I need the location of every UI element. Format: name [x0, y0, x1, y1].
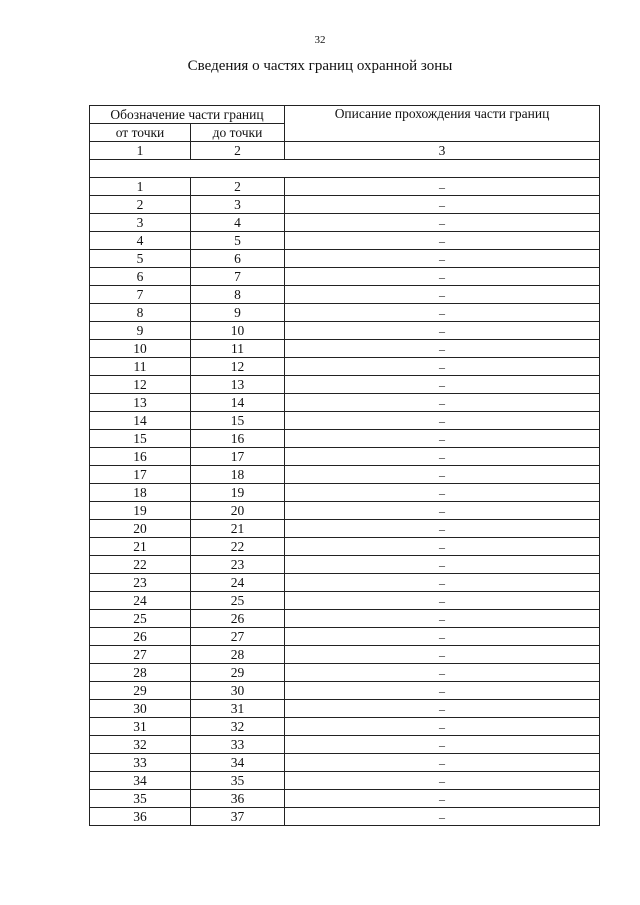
description-cell: –: [285, 718, 600, 736]
to-point-cell: 12: [191, 358, 285, 376]
from-point-cell: 16: [90, 448, 191, 466]
to-point-cell: 20: [191, 502, 285, 520]
to-point-cell: 25: [191, 592, 285, 610]
header-row-group: [90, 106, 600, 124]
from-point-cell: 35: [90, 790, 191, 808]
to-point-cell: 16: [191, 430, 285, 448]
description-cell: –: [285, 736, 600, 754]
description-cell: –: [285, 250, 600, 268]
description-cell: –: [285, 178, 600, 196]
description-cell: –: [285, 232, 600, 250]
header-boundary-part-designation: Обозначение части границ: [90, 106, 285, 124]
from-point-cell: 3: [90, 214, 191, 232]
table-row: [90, 682, 600, 700]
from-point-cell: 30: [90, 700, 191, 718]
description-cell: –: [285, 394, 600, 412]
table-row: [90, 538, 600, 556]
from-point-cell: 11: [90, 358, 191, 376]
description-cell: –: [285, 592, 600, 610]
from-point-cell: 34: [90, 772, 191, 790]
section-row-cell: [90, 160, 600, 178]
table-row: [90, 430, 600, 448]
table-row: [90, 664, 600, 682]
to-point-cell: 31: [191, 700, 285, 718]
description-cell: –: [285, 520, 600, 538]
from-point-cell: 1: [90, 178, 191, 196]
description-cell: –: [285, 502, 600, 520]
table-row: [90, 556, 600, 574]
description-cell: –: [285, 754, 600, 772]
to-point-cell: 8: [191, 286, 285, 304]
table-row: [90, 718, 600, 736]
to-point-cell: 27: [191, 628, 285, 646]
from-point-cell: 4: [90, 232, 191, 250]
table-row: [90, 628, 600, 646]
table-row: [90, 700, 600, 718]
from-point-cell: 15: [90, 430, 191, 448]
to-point-cell: 3: [191, 196, 285, 214]
table-row: [90, 772, 600, 790]
from-point-cell: 13: [90, 394, 191, 412]
to-point-cell: 33: [191, 736, 285, 754]
description-cell: –: [285, 556, 600, 574]
description-cell: –: [285, 700, 600, 718]
to-point-cell: 36: [191, 790, 285, 808]
from-point-cell: 32: [90, 736, 191, 754]
table-row: [90, 304, 600, 322]
to-point-cell: 15: [191, 412, 285, 430]
description-cell: –: [285, 412, 600, 430]
table-row: [90, 520, 600, 538]
table-row: [90, 484, 600, 502]
from-point-cell: 19: [90, 502, 191, 520]
column-number-row: [90, 142, 600, 160]
to-point-cell: 17: [191, 448, 285, 466]
from-point-cell: 18: [90, 484, 191, 502]
to-point-cell: 13: [191, 376, 285, 394]
to-point-cell: 32: [191, 718, 285, 736]
document-title: Сведения о частях границ охранной зоны: [187, 58, 453, 74]
description-cell: –: [285, 214, 600, 232]
from-point-cell: 7: [90, 286, 191, 304]
table-row: [90, 322, 600, 340]
from-point-cell: 23: [90, 574, 191, 592]
to-point-cell: 5: [191, 232, 285, 250]
to-point-cell: 6: [191, 250, 285, 268]
boundary-parts-table: [89, 105, 600, 826]
to-point-cell: 11: [191, 340, 285, 358]
table-row: [90, 178, 600, 196]
from-point-cell: 8: [90, 304, 191, 322]
from-point-cell: 21: [90, 538, 191, 556]
from-point-cell: 28: [90, 664, 191, 682]
column-number-1: 1: [90, 142, 191, 160]
from-point-cell: 36: [90, 808, 191, 826]
from-point-cell: 17: [90, 466, 191, 484]
table-row: [90, 394, 600, 412]
table-row: [90, 502, 600, 520]
table-row: [90, 592, 600, 610]
description-cell: –: [285, 664, 600, 682]
table-row: [90, 412, 600, 430]
description-cell: –: [285, 574, 600, 592]
to-point-cell: 29: [191, 664, 285, 682]
from-point-cell: 5: [90, 250, 191, 268]
table-row: [90, 358, 600, 376]
to-point-cell: 28: [191, 646, 285, 664]
description-cell: –: [285, 268, 600, 286]
table-row: [90, 448, 600, 466]
to-point-cell: 35: [191, 772, 285, 790]
section-row: [90, 160, 600, 178]
to-point-cell: 10: [191, 322, 285, 340]
to-point-cell: 4: [191, 214, 285, 232]
description-cell: –: [285, 484, 600, 502]
from-point-cell: 9: [90, 322, 191, 340]
header-boundary-description: Описание прохождения части границ: [285, 106, 600, 142]
table-row: [90, 808, 600, 826]
table-row: [90, 286, 600, 304]
from-point-cell: 10: [90, 340, 191, 358]
page-number: 32: [314, 34, 326, 46]
description-cell: –: [285, 358, 600, 376]
description-cell: –: [285, 196, 600, 214]
table-row: [90, 574, 600, 592]
from-point-cell: 31: [90, 718, 191, 736]
from-point-cell: 27: [90, 646, 191, 664]
description-cell: –: [285, 448, 600, 466]
description-cell: –: [285, 430, 600, 448]
table-row: [90, 196, 600, 214]
description-cell: –: [285, 322, 600, 340]
header-from-point: от точки: [90, 124, 191, 142]
to-point-cell: 37: [191, 808, 285, 826]
description-cell: –: [285, 304, 600, 322]
to-point-cell: 14: [191, 394, 285, 412]
to-point-cell: 22: [191, 538, 285, 556]
description-cell: –: [285, 610, 600, 628]
to-point-cell: 34: [191, 754, 285, 772]
description-cell: –: [285, 466, 600, 484]
to-point-cell: 9: [191, 304, 285, 322]
to-point-cell: 30: [191, 682, 285, 700]
to-point-cell: 26: [191, 610, 285, 628]
from-point-cell: 33: [90, 754, 191, 772]
description-cell: –: [285, 790, 600, 808]
description-cell: –: [285, 772, 600, 790]
from-point-cell: 24: [90, 592, 191, 610]
from-point-cell: 20: [90, 520, 191, 538]
to-point-cell: 21: [191, 520, 285, 538]
from-point-cell: 12: [90, 376, 191, 394]
table-row: [90, 754, 600, 772]
table-row: [90, 214, 600, 232]
to-point-cell: 24: [191, 574, 285, 592]
description-cell: –: [285, 646, 600, 664]
table-row: [90, 610, 600, 628]
to-point-cell: 19: [191, 484, 285, 502]
table-row: [90, 790, 600, 808]
table-row: [90, 340, 600, 358]
description-cell: –: [285, 538, 600, 556]
from-point-cell: 25: [90, 610, 191, 628]
table-row: [90, 376, 600, 394]
from-point-cell: 2: [90, 196, 191, 214]
from-point-cell: 26: [90, 628, 191, 646]
from-point-cell: 29: [90, 682, 191, 700]
column-number-3: 3: [285, 142, 600, 160]
to-point-cell: 23: [191, 556, 285, 574]
from-point-cell: 14: [90, 412, 191, 430]
table-row: [90, 250, 600, 268]
from-point-cell: 6: [90, 268, 191, 286]
table-row: [90, 268, 600, 286]
description-cell: –: [285, 376, 600, 394]
description-cell: –: [285, 808, 600, 826]
column-number-2: 2: [191, 142, 285, 160]
to-point-cell: 18: [191, 466, 285, 484]
table-row: [90, 736, 600, 754]
description-cell: –: [285, 628, 600, 646]
description-cell: –: [285, 682, 600, 700]
table-row: [90, 646, 600, 664]
description-cell: –: [285, 340, 600, 358]
from-point-cell: 22: [90, 556, 191, 574]
description-cell: –: [285, 286, 600, 304]
to-point-cell: 7: [191, 268, 285, 286]
to-point-cell: 2: [191, 178, 285, 196]
table-row: [90, 466, 600, 484]
header-to-point: до точки: [191, 124, 285, 142]
table-row: [90, 232, 600, 250]
